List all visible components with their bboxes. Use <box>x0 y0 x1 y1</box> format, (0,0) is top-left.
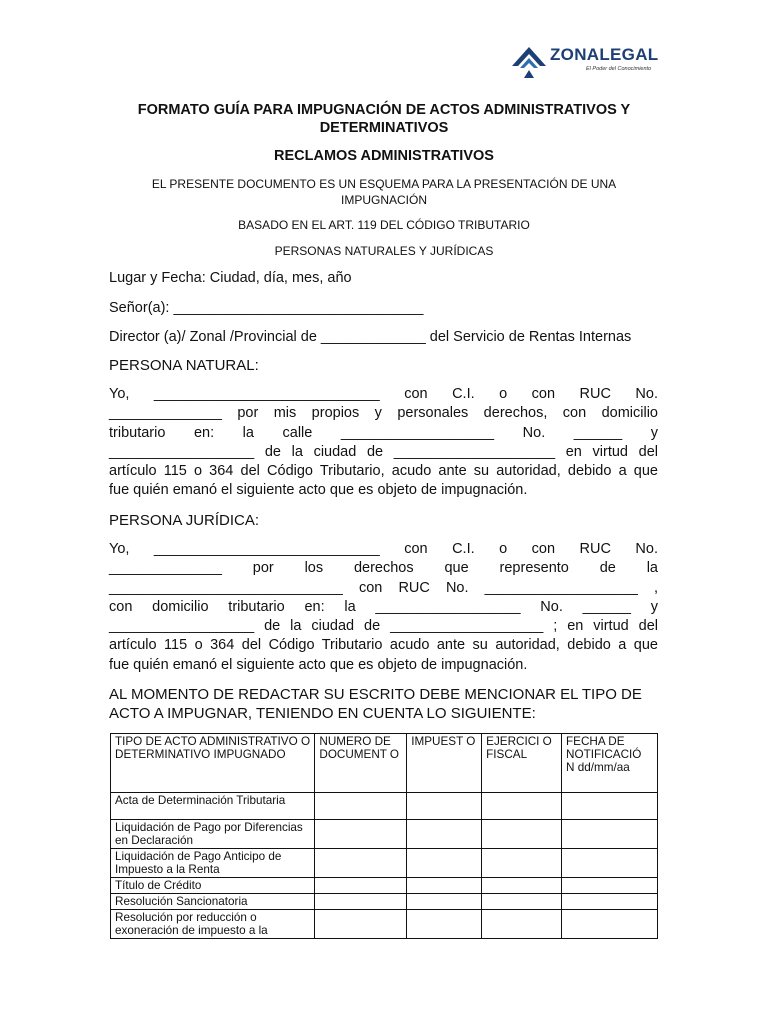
cell-fiscal-year <box>482 849 562 878</box>
cell-tax <box>407 878 482 894</box>
natural-line: Yo, ____________________________ con C.I. o con RUC No. <box>109 386 658 402</box>
table-row <box>111 849 658 878</box>
description-line-1: EL PRESENTE DOCUMENTO ES UN ESQUEMA PARA LA PRESENTACIÓN DE UNA <box>151 177 617 191</box>
cell-document-number <box>315 878 407 894</box>
natural-person-paragraph <box>109 385 658 501</box>
cell-document-number <box>315 910 407 939</box>
header-notification-date: FECHA DE NOTIFICACIÓ N dd/mm/aa <box>562 734 658 793</box>
cell-fiscal-year <box>482 878 562 894</box>
cell-fiscal-year <box>482 910 562 939</box>
header-fiscal-year: EJERCICI O FISCAL <box>482 734 562 793</box>
table-header-row <box>111 734 658 793</box>
cell-fiscal-year <box>482 793 562 820</box>
row-act-type: Acta de Determinación Tributaria <box>111 793 315 820</box>
legal-person-paragraph <box>109 540 658 675</box>
header-tax: IMPUEST O <box>407 734 482 793</box>
header-act-type: TIPO DE ACTO ADMINISTRATIVO O DETERMINATIVO IMPUGNADO <box>111 734 315 793</box>
logo-tagline: El Poder del Conocimiento <box>586 66 652 72</box>
zonalegal-logo <box>510 44 660 80</box>
cell-tax <box>407 793 482 820</box>
juridica-line: __________________ de la ciudad de ___________________ ; en virtud del <box>109 618 658 635</box>
cell-fiscal-year <box>482 894 562 910</box>
cell-document-number <box>315 894 407 910</box>
cell-notification-date <box>562 849 658 878</box>
cell-tax <box>407 910 482 939</box>
cell-document-number <box>315 793 407 820</box>
legal-person-heading: PERSONA JURÍDICA: <box>109 512 260 529</box>
juridica-line: con domicilio tributario en: la __________________ No. ______ y <box>109 598 658 615</box>
acts-table <box>110 733 658 939</box>
natural-line: tributario en: la calle ___________________ No. ______ y <box>109 424 658 441</box>
cell-tax <box>407 820 482 849</box>
notice-text <box>109 685 669 723</box>
cell-notification-date <box>562 820 658 849</box>
juridica-line: Yo, ____________________________ con C.I. o con RUC No. <box>109 541 658 557</box>
persons-scope: PERSONAS NATURALES Y JURÍDICAS <box>274 244 494 258</box>
addressee-field: Señor(a): _______________________________ <box>109 300 424 316</box>
cell-document-number <box>315 849 407 878</box>
natural-person-heading: PERSONA NATURAL: <box>109 357 259 374</box>
juridica-line: fue quién emanó el siguiente acto que es objeto de impugnación. <box>109 656 528 673</box>
table-row <box>111 820 658 849</box>
juridica-line: ______________ por los derechos que represento de la <box>109 560 658 577</box>
row-act-type: Liquidación de Pago Anticipo de Impuesto a la Renta <box>111 849 315 878</box>
natural-line: __________________ de la ciudad de ____________________ en virtud del <box>109 443 658 460</box>
director-field: Director (a)/ Zonal /Provincial de _____________ del Servicio de Rentas Internas <box>109 329 632 345</box>
table-row <box>111 910 658 939</box>
document-subtitle: RECLAMOS ADMINISTRATIVOS <box>274 148 494 164</box>
document-description <box>100 176 668 208</box>
natural-line: artículo 115 o 364 del Código Tributario, acudo ante su autoridad, debido a que <box>109 463 658 480</box>
cell-notification-date <box>562 878 658 894</box>
notice-line-1: AL MOMENTO DE REDACTAR SU ESCRITO DEBE MENCIONAR EL TIPO DE <box>109 686 642 703</box>
document-title <box>100 101 668 137</box>
cell-notification-date <box>562 793 658 820</box>
description-line-2: IMPUGNACIÓN <box>340 193 427 207</box>
title-line-1: FORMATO GUÍA PARA IMPUGNACIÓN DE ACTOS ADMINISTRATIVOS Y <box>137 102 631 118</box>
legal-basis: BASADO EN EL ART. 119 DEL CÓDIGO TRIBUTARIO <box>238 218 530 232</box>
logo-name: ZONALEGAL <box>550 45 659 64</box>
cell-tax <box>407 849 482 878</box>
cell-document-number <box>315 820 407 849</box>
notice-line-2: ACTO A IMPUGNAR, TENIENDO EN CUENTA LO SIGUIENTE: <box>109 705 536 722</box>
natural-line: ______________ por mis propios y personales derechos, con domicilio <box>109 405 658 422</box>
row-act-type: Título de Crédito <box>111 878 315 894</box>
row-act-type: Liquidación de Pago por Diferencias en Declaración <box>111 820 315 849</box>
cell-notification-date <box>562 910 658 939</box>
row-act-type: Resolución Sancionatoria <box>111 894 315 910</box>
place-date-field: Lugar y Fecha: Ciudad, día, mes, año <box>109 270 352 286</box>
natural-line: fue quién emanó el siguiente acto que es objeto de impugnación. <box>109 482 528 499</box>
table-row <box>111 894 658 910</box>
logo-house-icon <box>510 44 548 80</box>
cell-tax <box>407 894 482 910</box>
cell-notification-date <box>562 894 658 910</box>
table-row <box>111 793 658 820</box>
title-line-2: DETERMINATIVOS <box>319 120 449 136</box>
table-row <box>111 878 658 894</box>
juridica-line: artículo 115 o 364 del Código Tributario acudo ante su autoridad, debido a que <box>109 637 658 654</box>
header-document-number: NUMERO DE DOCUMENT O <box>315 734 407 793</box>
row-act-type: Resolución por reducción o exoneración de impuesto a la <box>111 910 315 939</box>
cell-fiscal-year <box>482 820 562 849</box>
juridica-line: _____________________________ con RUC No. ___________________ , <box>109 579 658 596</box>
